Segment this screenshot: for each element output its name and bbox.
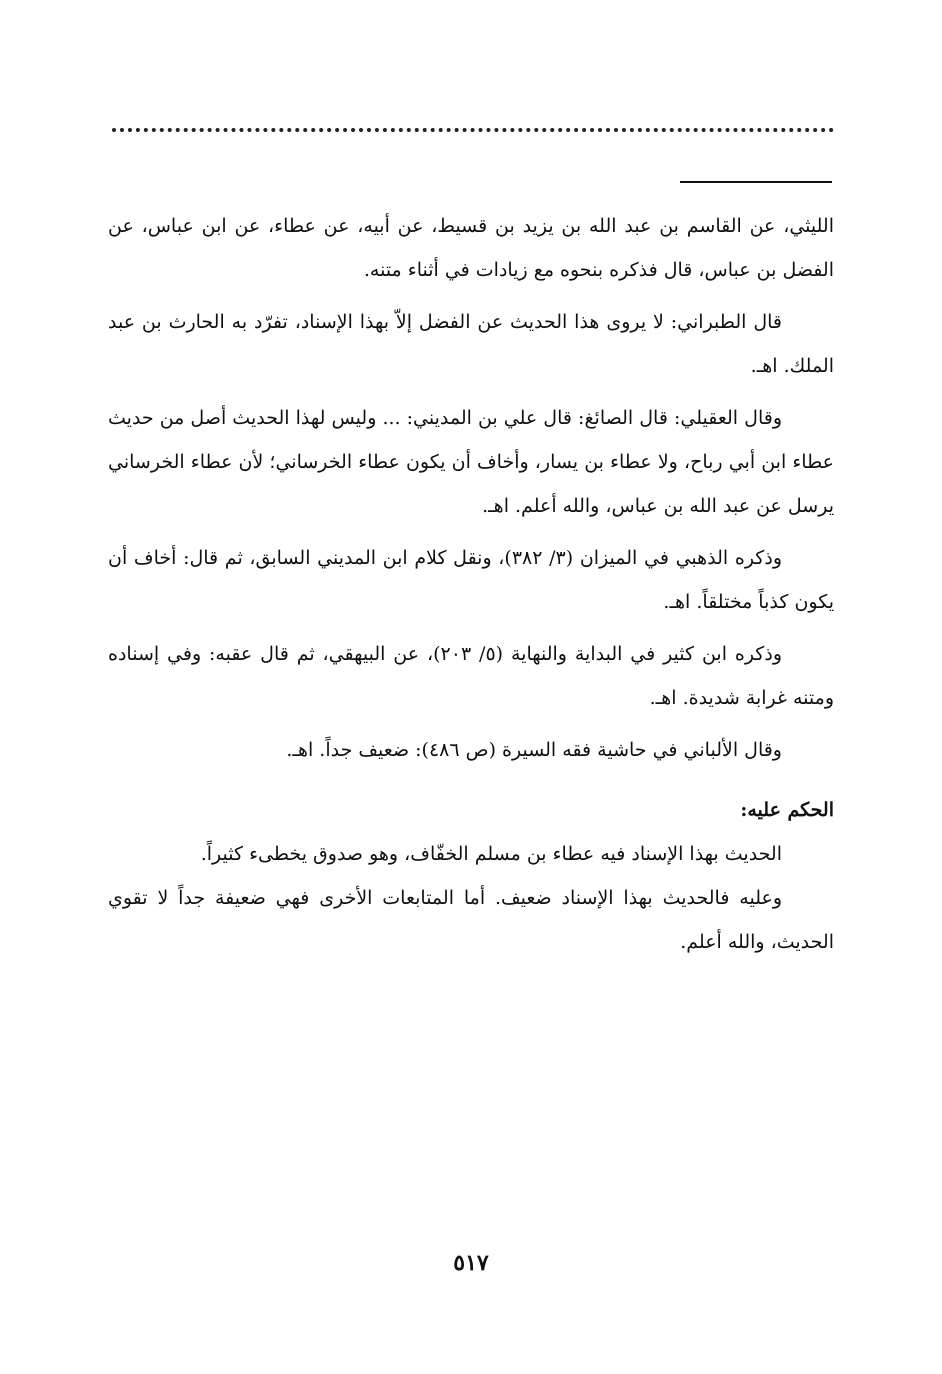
footnote-separator-line xyxy=(680,181,832,183)
paragraph-dhahabi: وذكره الذهبي في الميزان (٣/ ٣٨٢)، ونقل كلام ابن المديني السابق، ثم قال: أخاف أن يكون كذباً مختلقاً. اهـ. xyxy=(108,547,834,613)
paragraph-tabarani: قال الطبراني: لا يروى هذا الحديث عن الفضل إلاّ بهذا الإسناد، تفرّد به الحارث بن عبد الملك. اهـ. xyxy=(108,311,834,377)
paragraph-ibn-kathir: وذكره ابن كثير في البداية والنهاية (٥/ ٢٠٣)، عن البيهقي، ثم قال عقبه: وفي إسناده ومتنه غرابة شديدة. اهـ. xyxy=(108,643,834,709)
paragraph-uqayli: وقال العقيلي: قال الصائغ: قال علي بن المديني: ... وليس لهذا الحديث أصل من حديث عطاء ابن أبي رباح، ولا عطاء بن يسار، وأخاف أن يكون عطاء الخرساني؛ لأن عطاء الخرساني يرسل عن عبد الله بن عباس، والله أعلم. اهـ. xyxy=(108,407,834,517)
paragraph-albani: وقال الألباني في حاشية فقه السيرة (ص ٤٨٦): ضعيف جداً. اهـ. xyxy=(286,739,782,761)
ruling-paragraph-1: الحديث بهذا الإسناد فيه عطاء بن مسلم الخفّاف، وهو صدوق يخطىء كثيراً. xyxy=(200,843,782,865)
ruling-paragraph-2: وعليه فالحديث بهذا الإسناد ضعيف. أما المتابعات الأخرى فهي ضعيفة جداً لا تقوي الحديث، والله أعلم. xyxy=(108,887,834,953)
page-body xyxy=(108,204,834,964)
page-number: ٥١٧ xyxy=(453,1250,489,1276)
paragraph-continuation: الليثي، عن القاسم بن عبد الله بن يزيد بن قسيط، عن أبيه، عن عطاء، عن ابن عباس، عن الفضل بن عباس، قال فذكره بنحوه مع زيادات في أثناء متنه. xyxy=(108,215,834,281)
dotted-separator xyxy=(112,128,834,132)
ruling-heading: الحكم عليه: xyxy=(740,799,834,821)
